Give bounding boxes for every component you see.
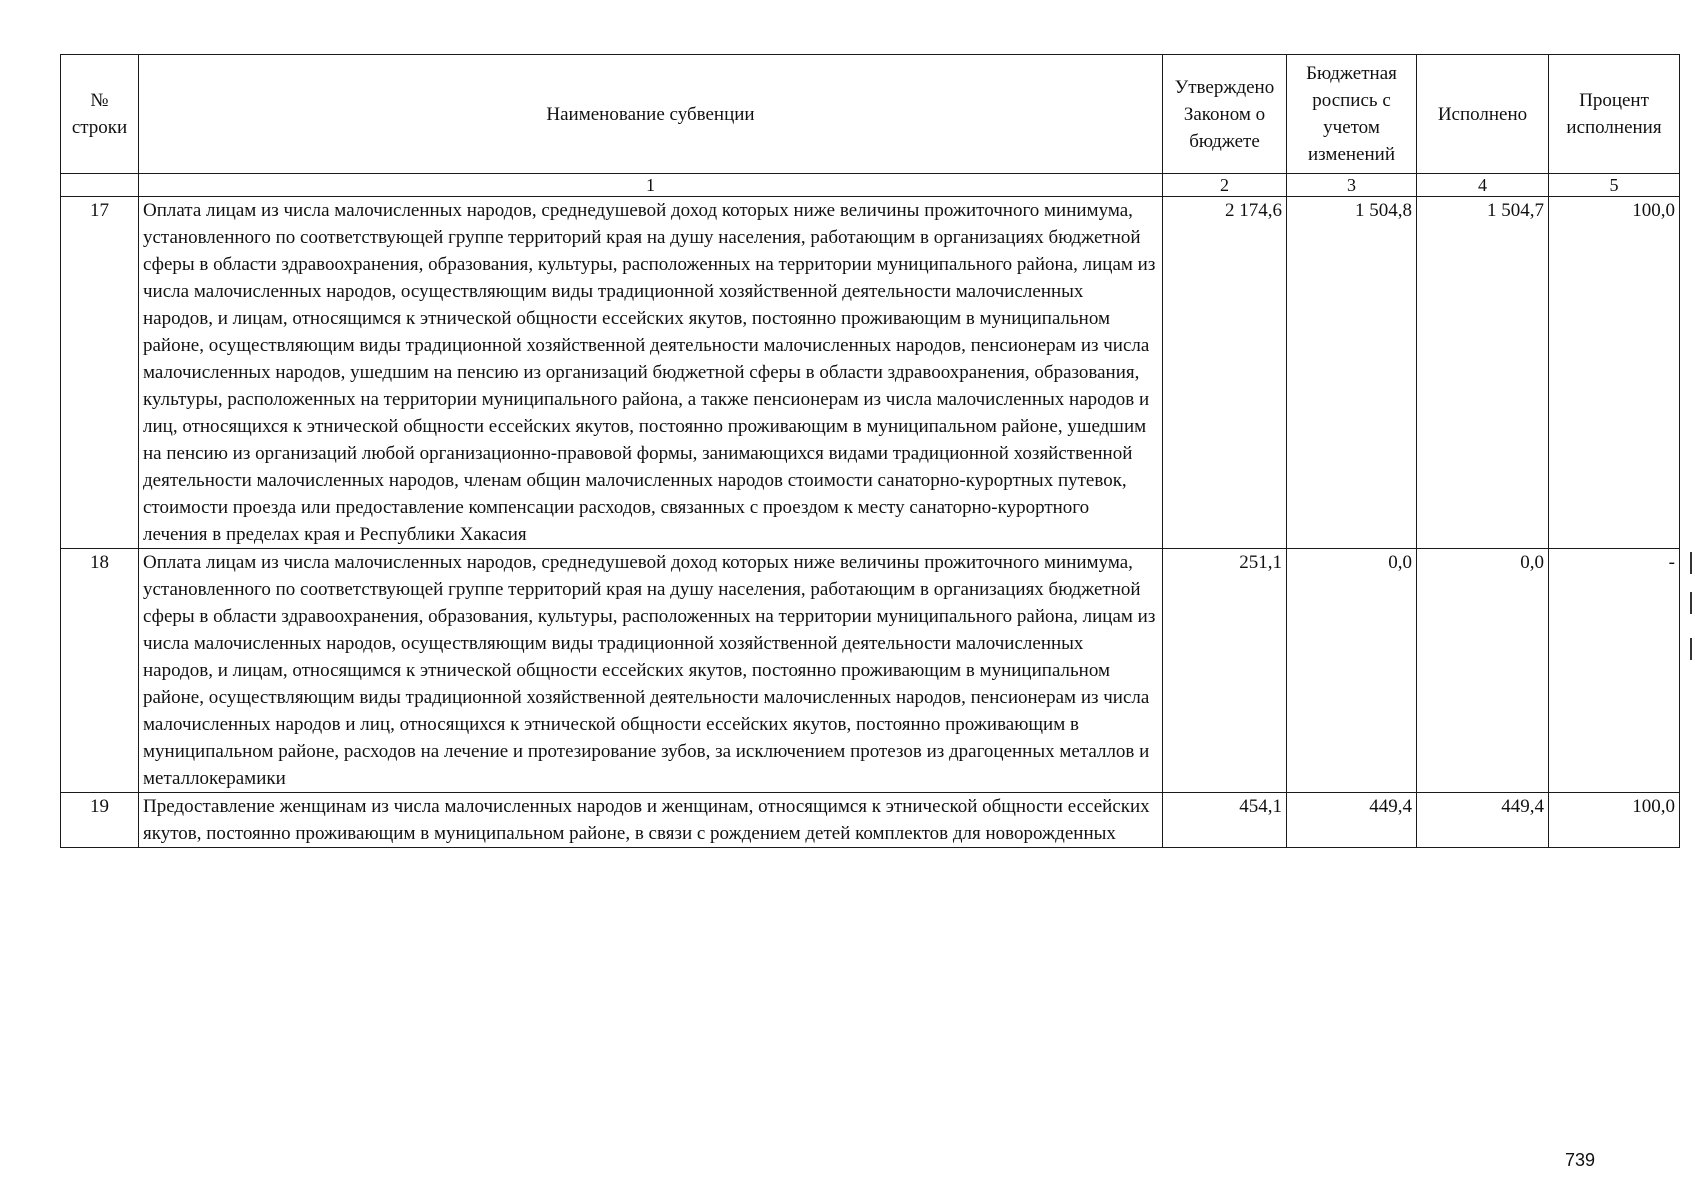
subvention-name: Предоставление женщинам из числа малочисленных народов и женщинам, относящимся к этнической общности ессейских якутов, постоянно проживающим в муниципальном районе, в связи с рождением детей комплектов для новорожденных xyxy=(139,793,1163,848)
executed-value: 0,0 xyxy=(1417,549,1549,793)
table-row xyxy=(61,549,1680,793)
subventions-table xyxy=(60,54,1680,848)
header-subvention-name: Наименование субвенции xyxy=(139,55,1163,174)
execution-percent-value: 100,0 xyxy=(1549,197,1680,549)
column-number-1: 1 xyxy=(139,174,1163,197)
scan-edge-mark xyxy=(1690,552,1692,574)
budget-schedule-value: 449,4 xyxy=(1287,793,1417,848)
column-numbers-row xyxy=(61,174,1680,197)
table-row xyxy=(61,197,1680,549)
header-execution-percent: Процент исполнения xyxy=(1549,55,1680,174)
page-number: 739 xyxy=(1564,1150,1595,1170)
header-budget-schedule: Бюджетная роспись с учетом изменений xyxy=(1287,55,1417,174)
executed-value: 449,4 xyxy=(1417,793,1549,848)
row-number: 18 xyxy=(61,549,139,793)
subvention-name: Оплата лицам из числа малочисленных народов, среднедушевой доход которых ниже величины прожиточного минимума, установленного по соответствующей группе территорий края на душу населения, работающим в организациях бюджетной сферы в области здравоохранения, образования, культуры, расположенных на территории муниципального района, лицам из числа малочисленных народов, осуществляющим виды традиционной хозяйственной деятельности малочисленных народов, и лицам, относящимся к этнической общности ессейских якутов, постоянно проживающим в муниципальном районе, осуществляющим виды традиционной хозяйственной деятельности малочисленных народов, пенсионерам из числа малочисленных народов и лиц, относящихся к этнической общности ессейских якутов, постоянно проживающим в муниципальном районе, расходов на лечение и протезирование зубов, за исключением протезов из драгоценных металлов и металлокерамики xyxy=(139,549,1163,793)
execution-percent-value: - xyxy=(1549,549,1680,793)
header-executed: Исполнено xyxy=(1417,55,1549,174)
column-number-2: 2 xyxy=(1163,174,1287,197)
approved-value: 251,1 xyxy=(1163,549,1287,793)
scan-edge-mark xyxy=(1690,592,1692,614)
column-number-0 xyxy=(61,174,139,197)
subvention-name: Оплата лицам из числа малочисленных народов, среднедушевой доход которых ниже величины прожиточного минимума, установленного по соответствующей группе территорий края на душу населения, работающим в организациях бюджетной сферы в области здравоохранения, образования, культуры, расположенных на территории муниципального района, лицам из числа малочисленных народов, осуществляющим виды традиционной хозяйственной деятельности малочисленных народов, и лицам, относящимся к этнической общности ессейских якутов, постоянно проживающим в муниципальном районе, осуществляющим виды традиционной хозяйственной деятельности малочисленных народов, пенсионерам из числа малочисленных народов, ушедшим на пенсию из организаций бюджетной сферы в области здравоохранения, образования, культуры, расположенных на территории муниципального района, а также пенсионерам из числа малочисленных народов и лиц, относящихся к этнической общности ессейских якутов, постоянно проживающим в муниципальном районе, ушедшим на пенсию из организаций любой организационно-правовой формы, занимающихся видами традиционной хозяйственной деятельности малочисленных народов, членам общин малочисленных народов стоимости санаторно-курортных путевок, стоимости проезда или предоставление компенсации расходов, связанных с проездом к месту санаторно-курортного лечения в пределах края и Республики Хакасия xyxy=(139,197,1163,549)
budget-schedule-value: 1 504,8 xyxy=(1287,197,1417,549)
row-number: 19 xyxy=(61,793,139,848)
header-approved-by-law: Утверждено Законом о бюджете xyxy=(1163,55,1287,174)
table-header-row xyxy=(61,55,1680,174)
table-row xyxy=(61,793,1680,848)
column-number-4: 4 xyxy=(1417,174,1549,197)
approved-value: 2 174,6 xyxy=(1163,197,1287,549)
column-number-5: 5 xyxy=(1549,174,1680,197)
row-number: 17 xyxy=(61,197,139,549)
execution-percent-value: 100,0 xyxy=(1549,793,1680,848)
column-number-3: 3 xyxy=(1287,174,1417,197)
scan-edge-mark xyxy=(1690,638,1692,660)
approved-value: 454,1 xyxy=(1163,793,1287,848)
header-row-number: № строки xyxy=(61,55,139,174)
executed-value: 1 504,7 xyxy=(1417,197,1549,549)
budget-schedule-value: 0,0 xyxy=(1287,549,1417,793)
